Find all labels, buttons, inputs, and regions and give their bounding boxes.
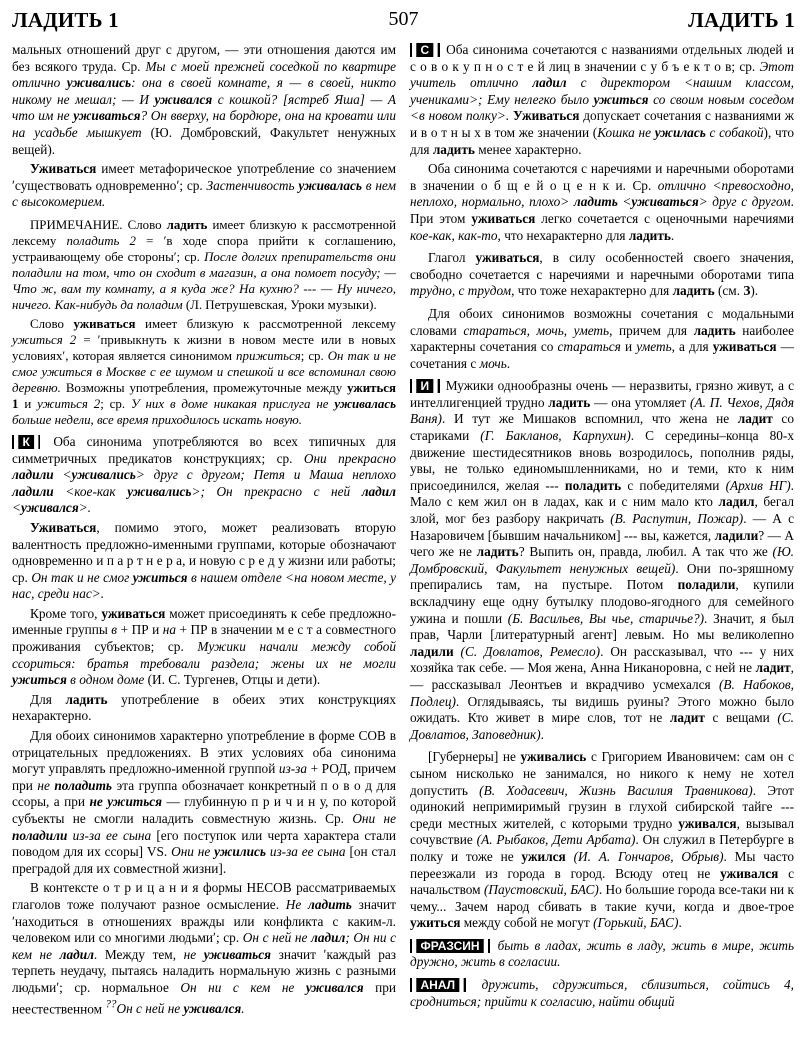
running-head-right: ЛАДИТЬ 1 (688, 8, 795, 32)
section-marker: ▌АНАЛ▐ (412, 978, 464, 993)
paragraph: ▌К▐ Оба синонима употребляются во всех типичных для симметричных предикатов конструкциях; ср. Они прекрасно ладили <уживались> друг с другом; Петя и Маша неплохо ладили <кое-как уживались>; Он прекрасно с ней ладил <уживался>. (12, 433, 396, 516)
paragraph: Уживаться, помимо этого, может реализовать вторую валентность предложно-именными группами, которые обозначают одновременно и п а р т н е р а, и новую с р е д у жизни или работы; ср. Он так и не смог ужиться в нашем отделе <на новом месте, у нас, среди нас>. (12, 519, 397, 602)
left-column (12, 42, 396, 1021)
paragraph: Для обоих синонимов характерно употребление в форме СОВ в отрицательных предложениях. В этих условиях оба синонима могут управлять предложно-именной группой из-за + РОД, причем при не поладить эта группа обозначает конкретный п о в о д для ссоры, а при не ужиться — глубинную п р и ч и н у, по которой субъекты не смогли наладить совместную жизнь. Ср. Они не поладили из-за ее сына [его поступок или черта характера стали поводом для их ссоры] VS. Они не ужились из-за ее сына [он стал преградой для их совместной жизни]. (12, 728, 397, 876)
paragraph: Оба синонима сочетаются с наречиями и наречными оборотами в значении о б щ е й о ц е н к и. Ср. отлично <превосходно, неплохо, нормально, плохо> ладить <уживаться> друг с другом. При этом уживаться легко сочетается с оценочными наречиями кое-как, как-то, что нехарактерно для ладить. (410, 161, 795, 243)
section-marker: ▌ФРАЗСИН▐ (412, 938, 489, 953)
right-column (410, 42, 794, 1021)
paragraph: Уживаться имеет метафорическое употребление со значением ʹсуществовать одновременноʹ; ср. Застенчивость уживалась в нем с высокомерием. (12, 161, 396, 210)
section-marker: ▌И▐ (412, 379, 438, 394)
paragraph: В контексте о т р и ц а н и я формы НЕСОВ рассматриваемых глаголов тоже получают разное осмысление. Не ладить значит ʹнаходиться в отношениях вражды или конфликта с каким-л. человеком или со многими людьмиʹ; ср. Он с ней не ладил; Он ни с кем не ладил. Между тем, не уживаться значит ʹкаждый раз терпеть неудачу, пытаясь наладить нормальную жизнь с разными людьмиʹ; ср. нормальное Он ни с кем не уживался при неестественном ??Он с ней не уживался. (12, 880, 397, 1016)
paragraph: ▌И▐ Мужики однообразны очень — неразвиты, грязно живут, а с интеллигенцией трудно ладить — она утомляет (А. П. Чехов, Дядя Ваня). И тут же Мишаков вспомнил, что жена не ладит со стариками (Г. Бакланов, Карпухин). С середины–конца 80-х движение шестидесятников вновь возродилось, пополнив ряды, увы, не только единомышленниками, но и теми, кто к ним присоединился, желая --- поладить с победителями (Архив НГ). Мало с кем жил он в ладах, как и с ним мало кто ладил, бегал злой, мог без разбору накричать (В. Распутин, Пожар). — А с Назаровичем [бывшим начальником] --- вы, кажется, ладили? — А чего же не ладить? Выпить он, правда, любил. А так что же (Ю. Домбровский, Факультет ненужных вещей). Они по-зряшному препирались там, на пустыре. Потом поладили, купили вскладчину еще одну бутылку плодово-ягодного для семейного ужина и пошли (Б. Васильев, Вы чье, старичье?). Значит, я был прав, Чарли [литературный агент] левым. Но мы великолепно ладили (С. Довлатов, Ремесло). Он рассказывал, что --- у них хозяйка так себе. — Моя жена, Анна Никаноровна, с ней не ладит, — рассказывал Леонтьев и вкрадчиво усмехался (В. Набоков, Подлец). Оглядываясь, ты видишь руины? Этого можно было ожидать. Кто живет в мире слов, тот не ладит с вещами (С. Довлатов, Заповедник). (410, 378, 795, 742)
paragraph: Для обоих синонимов возможны сочетания с модальными словами стараться, мочь, уметь, причем для ладить наиболее характерны сочетания со стараться и уметь, а для уживаться — сочетания с мочь. (410, 305, 795, 371)
paragraph: Кроме того, уживаться может присоединять к себе предложно-именные группы в + ПР и на + ПР в значении м е с т а совместного проживания субъектов; ср. Мужики начали между собой ссориться: братья требовали раздела; жены их не могли ужиться в одном доме (И. С. Тургенев, Отцы и дети). (12, 605, 397, 688)
page-header (12, 8, 795, 42)
paragraph: ▌ФРАЗСИН▐ быть в ладах, жить в ладу, жить в мире, жить дружно, жить в согласии. (410, 937, 794, 970)
running-head-left: ЛАДИТЬ 1 (12, 8, 119, 32)
paragraph: мальных отношений друг с другом, — эти отношения даются им без всякого труда. Ср. Мы с моей прежней соседкой по квартире отлично уживались: она в своей комнате, я — в своей, никто никому не мешал; — И уживался с кошкой? [ястреб Яша] — А что им не уживаться? Он вверху, на бордюре, она на кровати или на усадьбе мышкует (Ю. Домбровский, Факультет ненужных вещей). (12, 42, 397, 157)
section-marker: ▌С▐ (412, 43, 438, 57)
section-marker: ▌К▐ (14, 434, 39, 449)
paragraph: Слово уживаться имеет близкую к рассмотренной лексему ужиться 2 = ʹпривыкнуть к жизни в новом месте или в новых условияхʹ, которая является синонимом прижиться; ср. Он так и не смог ужиться в Москве с ее шумом и спешкой и все вспоминал свою деревню. Возможны употребления, промежуточные между ужиться 1 и ужиться 2; ср. У них в доме никакая прислуга не уживалась больше недели, все время приходилось искать новую. (12, 316, 396, 427)
paragraph: [Губернеры] не уживались с Григорием Ивановичем: сам он с сыном нисколько не занимался, но никого к нему не хотел допустить (В. Ходасевич, Жизнь Василия Травникова). Этот одинокий непримиримый грузин в глухой сибирской тайге --- среди местных жителей, с которыми трудно уживался, вызывал сочувствие (А. Рыбаков, Дети Арбата). Он служил в Петербурге в полку и тоже не ужился (И. А. Гончаров, Обрыв). Мы часто переезжали из города в город. Всюду отец не уживался с начальством (Паустовский, БАС). Но большие города все-таки ни к чему... Зачем народ сбивать в такие кучи, когда и двое-трое ужиться между собой не могут (Горький, БАС). (410, 749, 795, 931)
paragraph: Для ладить употребление в обеих этих конструкциях нехарактерно. (12, 691, 396, 724)
page-number: 507 (388, 8, 419, 30)
paragraph: Глагол уживаться, в силу особенностей своего значения, свободно сочетается с наречиями и наречными оборотами типа трудно, с трудом, что тоже нехарактерно для ладить (см. З). (410, 250, 795, 299)
paragraph: ▌АНАЛ▐ дружить, сдружиться, сблизиться, сойтись 4, сродниться; прийти к согласию, найти общий (410, 977, 795, 1009)
paragraph: ▌С▐ Оба синонима сочетаются с названиями отдельных людей и с о в о к у п н о с т е й лиц в значении с у б ъ е к т о в; ср. Этот учитель отлично ладил с директором <нашим классом, учениками>; Ему нелегко было ужиться со своим новым соседом <в новом полку>. Уживаться допускает сочетания с названиями ж и в о т н ы х в том же значении (Кошка не ужилась с собакой), что для ладить менее характерно. (410, 42, 794, 157)
two-column-body (12, 42, 795, 1021)
paragraph: ПРИМЕЧАНИЕ. Слово ладить имеет близкую к рассмотренной лексему поладить 2 = ʹв ходе спора прийти к соглашению, устраивающему обе стороныʹ; ср. После долгих препирательств они поладили на том, что он сходит в магазин, а она помоет посуду; — Что ж, вам ту комнату, а я куда же? На кухню? --- — Ну ничего, ничего. Как-нибудь да поладим (Л. Петрушевская, Уроки музыки). (12, 217, 397, 312)
